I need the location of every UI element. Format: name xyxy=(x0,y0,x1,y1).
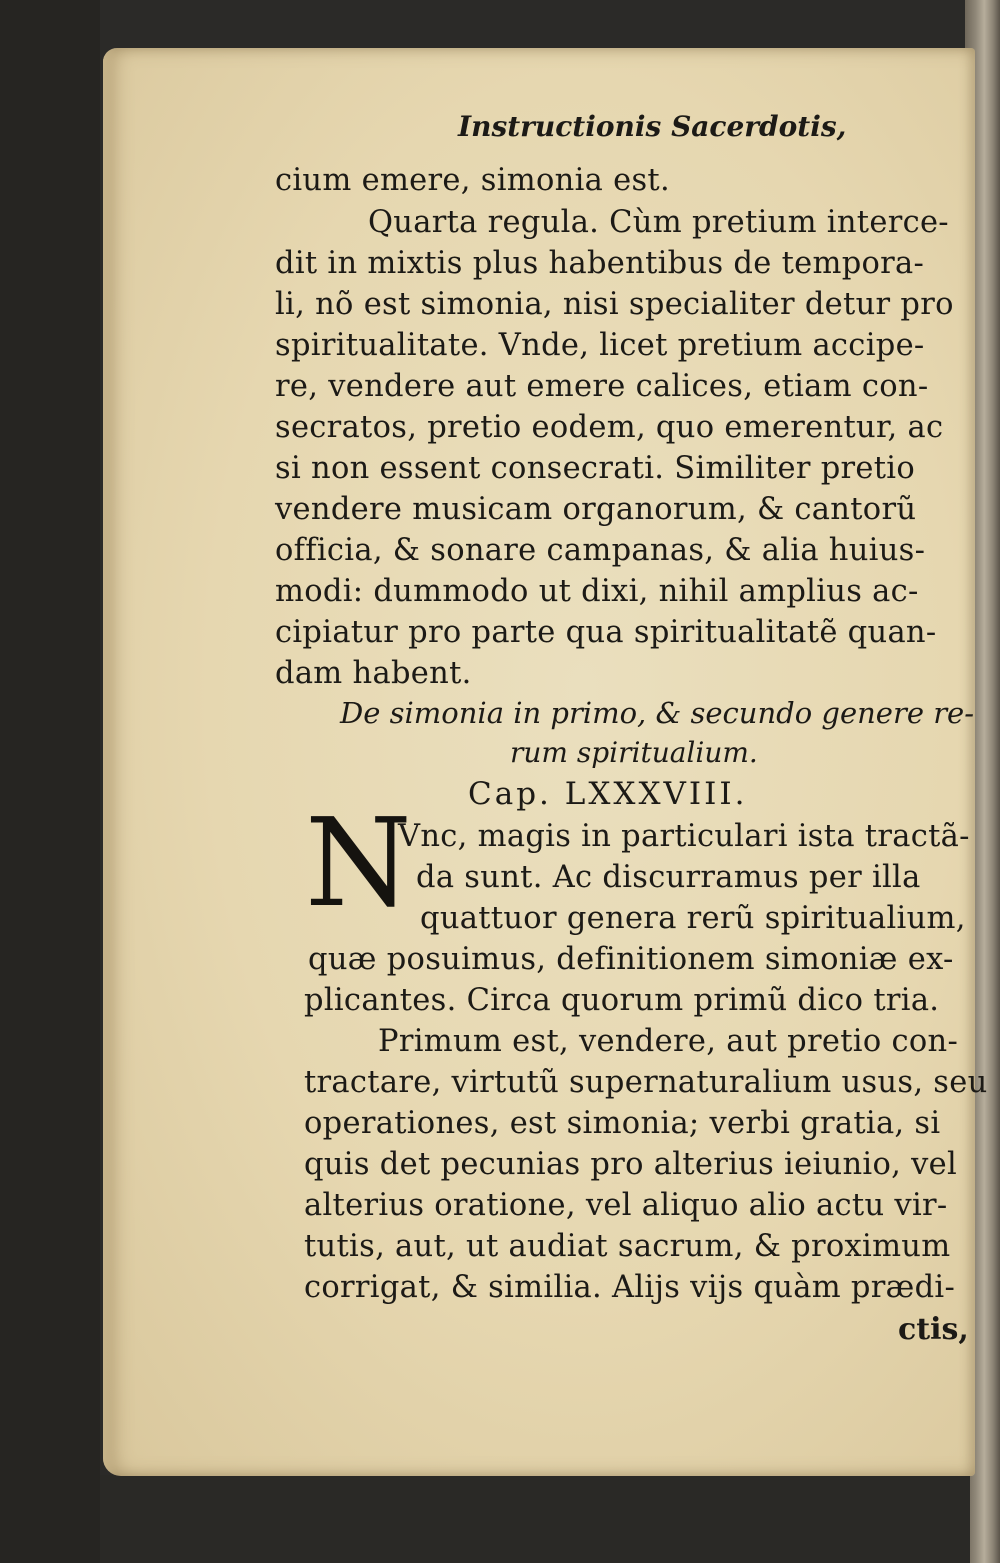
text-line: Vnc, magis in particulari ista tractã- xyxy=(398,819,970,854)
chapter-title-line-2: rum spiritualium. xyxy=(510,736,758,769)
text-line: plicantes. Circa quorum primũ dico tria. xyxy=(304,983,940,1018)
background-left xyxy=(0,0,100,1563)
page-edge-shadow xyxy=(103,48,117,1476)
text-line: quæ posuimus, definitionem simoniæ ex- xyxy=(308,942,954,977)
text-line: cipiatur pro parte qua spiritualitatẽ quan- xyxy=(275,615,937,650)
text-line: corrigat, & similia. Alijs vijs quàm prædi- xyxy=(304,1270,956,1305)
drop-cap: N xyxy=(305,792,412,934)
text-line: quattuor genera rerũ spiritualium, xyxy=(420,901,966,936)
text-line: dit in mixtis plus habentibus de tempora- xyxy=(275,246,925,281)
chapter-title-line-1: De simonia in primo, & secundo genere re- xyxy=(340,696,975,730)
text-line: Primum est, vendere, aut pretio con- xyxy=(378,1024,959,1059)
text-line: li, nõ est simonia, nisi specialiter detur pro xyxy=(275,287,954,322)
text-line: cium emere, simonia est. xyxy=(275,163,670,198)
text-line: modi: dummodo ut dixi, nihil amplius ac- xyxy=(275,574,919,609)
text-line: operationes, est simonia; verbi gratia, si xyxy=(304,1106,941,1141)
text-line: re, vendere aut emere calices, etiam con- xyxy=(275,369,929,404)
text-line: secratos, pretio eodem, quo emerentur, ac xyxy=(275,410,944,445)
text-line: si non essent consecrati. Similiter pretio xyxy=(275,451,916,486)
chapter-number: Cap. LXXXVIII. xyxy=(468,776,748,812)
background-bottom xyxy=(100,1475,970,1563)
catchword: ctis, xyxy=(898,1312,969,1347)
running-header: Instructionis Sacerdotis, xyxy=(458,110,847,143)
text-line: spiritualitate. Vnde, licet pretium accipe- xyxy=(275,328,925,363)
text-line: tractare, virtutũ supernaturalium usus, seu xyxy=(304,1065,988,1100)
text-line: tutis, aut, ut audiat sacrum, & proximum xyxy=(304,1229,951,1264)
text-line: da sunt. Ac discurramus per illa xyxy=(416,860,921,895)
text-line: alterius oratione, vel aliquo alio actu vir- xyxy=(304,1188,948,1223)
text-line: vendere musicam organorum, & cantorũ xyxy=(275,492,917,527)
text-line: Quarta regula. Cùm pretium interce- xyxy=(368,205,949,240)
text-line: dam habent. xyxy=(275,656,472,691)
text-line: officia, & sonare campanas, & alia huius- xyxy=(275,533,926,568)
text-line: quis det pecunias pro alterius ieiunio, vel xyxy=(304,1147,958,1182)
